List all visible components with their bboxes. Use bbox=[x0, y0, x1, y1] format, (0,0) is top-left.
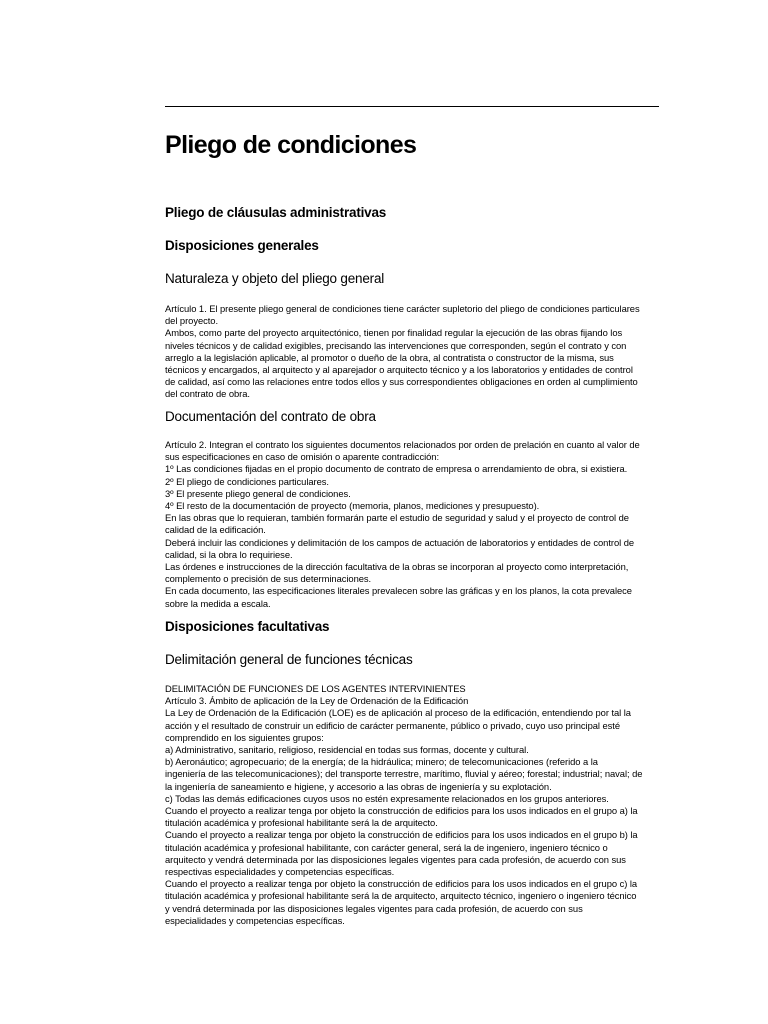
text-line: calidad, si la obra lo requiriese. bbox=[165, 548, 293, 560]
text-line: Artículo 3. Ámbito de aplicación de la Ley de Ordenación de la Edificación bbox=[165, 695, 469, 707]
text-line: comprendido en los siguientes grupos: bbox=[165, 731, 324, 743]
text-line: del contrato de obra. bbox=[165, 388, 250, 400]
text-line: En cada documento, las especificaciones literales prevalecen sobre las gráficas y en los planos, la cota prevalece bbox=[165, 585, 632, 597]
text-line: Artículo 2. Integran el contrato los siguientes documentos relacionados por orden de prelación en cuanto al valor de bbox=[165, 439, 640, 450]
text-line: calidad de la edificación. bbox=[165, 524, 266, 536]
text-line: c) Todas las demás edificaciones cuyos usos no estén expresamente relacionados en los grupos anteriores. bbox=[165, 792, 609, 804]
text-line: 1º Las condiciones fijadas en el propio documento de contrato de empresa o arrendamiento de obra, si existiera. bbox=[165, 463, 628, 475]
top-rule bbox=[165, 106, 659, 107]
page-title: Pliego de condiciones bbox=[165, 131, 417, 159]
text-line: Artículo 1. El presente pliego general de condiciones tiene carácter supletorio del pliego de condiciones particulares bbox=[165, 303, 640, 314]
text-line: de calidad, así como las relaciones entre todos ellos y sus correspondientes obligaciones en orden al cumplimiento bbox=[165, 376, 638, 388]
text-line: titulación académica y profesional habilitante será la de arquitecto, arquitecto técnico, ingeniero o ingeniero técnico bbox=[165, 890, 637, 902]
text-line: acción y el resultado de construir un edificio de carácter permanente, público o privado, cuyo uso principal esté bbox=[165, 719, 621, 731]
heading-documentacion: Documentación del contrato de obra bbox=[165, 409, 376, 424]
heading-naturaleza: Naturaleza y objeto del pliego general bbox=[165, 271, 385, 286]
text-line: Cuando el proyecto a realizar tenga por objeto la construcción de edificios para los usos indicados en el grupo b) la bbox=[165, 829, 638, 841]
text-line: Cuando el proyecto a realizar tenga por objeto la construcción de edificios para los usos indicados en el grupo a) la bbox=[165, 805, 638, 817]
heading-delimitacion: Delimitación general de funciones técnicas bbox=[165, 652, 413, 667]
text-line: sobre la medida a escala. bbox=[165, 597, 271, 609]
text-line: respectivas especialidades y competencias específicas. bbox=[165, 866, 395, 878]
text-line: arreglo a la legislación aplicable, al promotor o dueño de la obra, al contratista o constructor de la misma, sus bbox=[165, 351, 614, 363]
text-line: 3º El presente pliego general de condiciones. bbox=[165, 487, 351, 499]
text-line: niveles técnicos y de calidad exigibles, precisando las intervenciones que corresponden, según el contrato y con bbox=[165, 339, 627, 351]
text-line: arquitecto y vendrá determinada por las disposiciones legales vigentes para cada profesión, de acuerdo con sus bbox=[165, 853, 626, 865]
text-line: del proyecto. bbox=[165, 315, 219, 327]
text-line: Ambos, como parte del proyecto arquitectónico, tienen por finalidad regular la ejecución de las obras fijando los bbox=[165, 327, 623, 339]
text-line: complemento o precisión de sus determinaciones. bbox=[165, 573, 372, 585]
paragraph-articulo-1 bbox=[165, 303, 665, 401]
paragraph-articulo-2 bbox=[165, 439, 665, 610]
paragraph-articulo-3 bbox=[165, 683, 665, 927]
text-line: Cuando el proyecto a realizar tenga por objeto la construcción de edificios para los usos indicados en el grupo c) la bbox=[165, 878, 638, 890]
text-line: En las obras que lo requieran, también formarán parte el estudio de seguridad y salud y el proyecto de control de bbox=[165, 512, 629, 524]
text-line: La Ley de Ordenación de la Edificación (LOE) es de aplicación al proceso de la edificación, entendiendo por tal la bbox=[165, 707, 631, 719]
text-line: la ingeniería de saneamiento e higiene, y accesorio a las obras de ingeniería y su explotación. bbox=[165, 780, 552, 792]
text-line: titulación académica y profesional habilitante, con carácter general, será la de ingeniero, ingeniero técnico o bbox=[165, 841, 608, 853]
text-line: b) Aeronáutico; agropecuario; de la energía; de la hidráulica; minero; de telecomunicaciones (referido a la bbox=[165, 756, 598, 768]
text-line: especialidades y competencias específicas. bbox=[165, 914, 345, 926]
text-line: ingeniería de las telecomunicaciones); del transporte terrestre, marítimo, fluvial y aéreo; forestal; industrial; naval; de bbox=[165, 768, 643, 780]
text-line: 4º El resto de la documentación de proyecto (memoria, planos, mediciones y presupuesto). bbox=[165, 500, 540, 512]
text-line: 2º El pliego de condiciones particulares. bbox=[165, 475, 329, 487]
text-line: técnicos y encargados, al arquitecto y al aparejador o arquitecto técnico y a los laboratorios y entidades de control bbox=[165, 364, 633, 376]
heading-clausulas: Pliego de cláusulas administrativas bbox=[165, 205, 387, 220]
text-line: a) Administrativo, sanitario, religioso, residencial en todas sus formas, docente y cultural. bbox=[165, 744, 529, 756]
text-line: Las órdenes e instrucciones de la dirección facultativa de la obras se incorporan al proyecto como interpretación, bbox=[165, 561, 629, 573]
text-line: titulación académica y profesional habilitante será la de arquitecto. bbox=[165, 817, 438, 829]
heading-disposiciones-facultativas: Disposiciones facultativas bbox=[165, 619, 330, 634]
text-line: Deberá incluir las condiciones y delimitación de los campos de actuación de laboratorios y entidades de control de bbox=[165, 536, 635, 548]
text-line: y vendrá determinada por las disposiciones legales vigentes para cada profesión, de acuerdo con sus bbox=[165, 902, 583, 914]
text-line: DELIMITACIÓN DE FUNCIONES DE LOS AGENTES INTERVINIENTES bbox=[165, 683, 466, 694]
text-line: sus especificaciones en caso de omisión o aparente contradicción: bbox=[165, 451, 439, 463]
heading-disposiciones-generales: Disposiciones generales bbox=[165, 238, 319, 253]
